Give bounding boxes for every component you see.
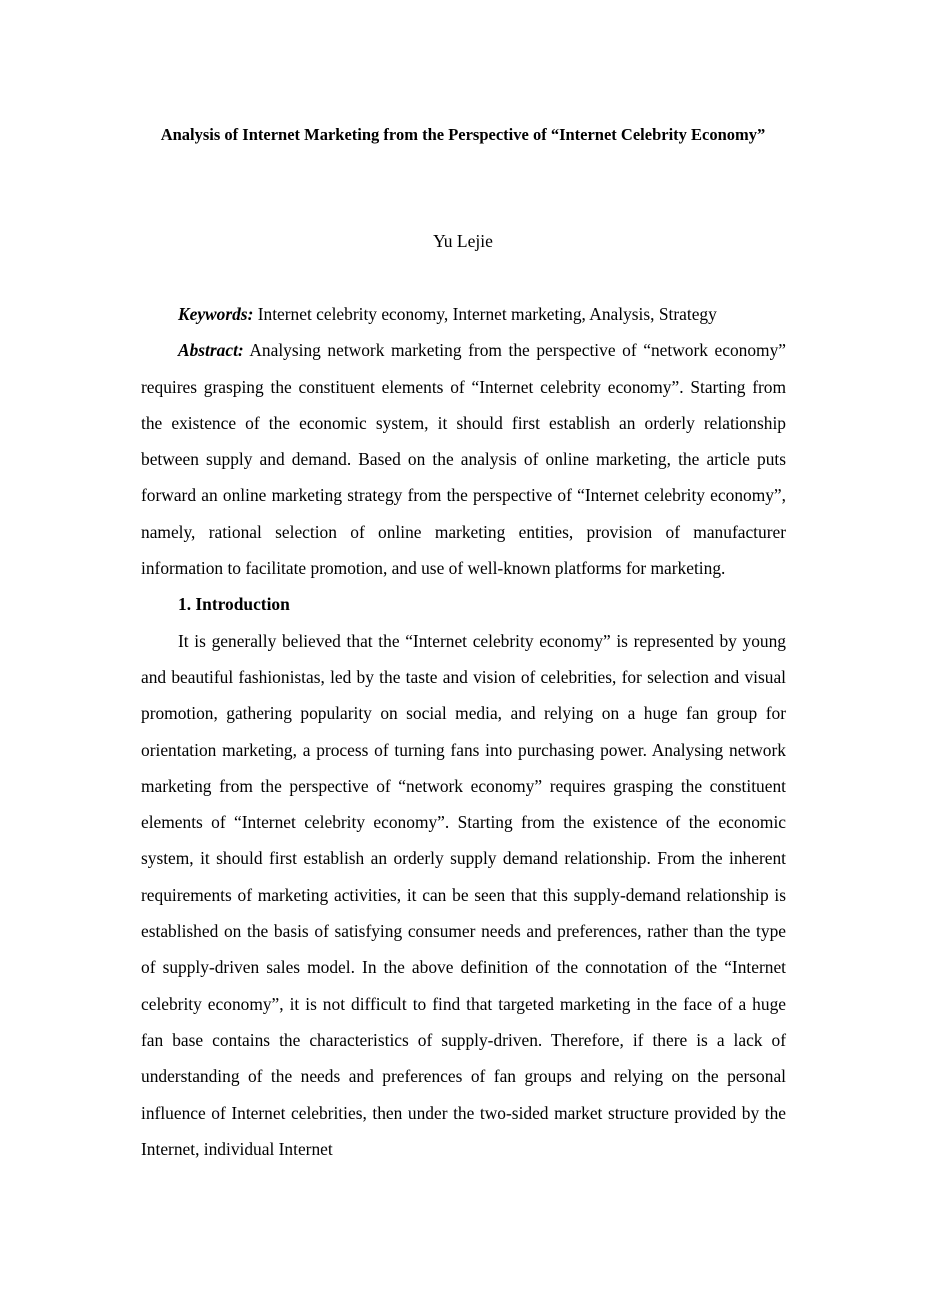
keywords-label: Keywords: (178, 304, 254, 324)
abstract-label: Abstract: (178, 340, 244, 361)
author-name: Yu Lejie (433, 231, 493, 251)
abstract-text: Analysing network marketing from the perspective of “network economy” requires grasping the constituent elements of “Internet celebrity economy”. Starting from the existence of the economic system, it should first establish an orderly relationship between supply and demand. Based on the analysis of online marketing, the article puts forward an online marketing strategy from the perspective of “Internet celebrity economy”, namely, rational selection of online marketing entities, provision of manufacturer information to facilitate promotion, and use of well-known platforms for marketing. (141, 340, 786, 579)
keywords-paragraph (141, 296, 786, 332)
section-heading-introduction: 1. Introduction (178, 594, 290, 615)
introduction-paragraph: It is generally believed that the “Internet celebrity economy” is represented by young and beautiful fashionistas, led by the taste and vision of celebrities, for selection and visual promotion, gathering popularity on social media, and relying on a huge fan group for orientation marketing, a process of turning fans into purchasing power. Analysing network marketing from the perspective of “network economy” requires grasping the constituent elements of “Internet celebrity economy”. Starting from the existence of the economic system, it should first establish an orderly supply demand relationship. From the inherent requirements of marketing activities, it can be seen that this supply-demand relationship is established on the basis of satisfying consumer needs and preferences, rather than the type of supply-driven sales model. In the above definition of the connotation of the “Internet celebrity economy”, it is not difficult to find that targeted marketing in the face of a huge fan base contains the characteristics of supply-driven. Therefore, if there is a lack of understanding of the needs and preferences of fan groups and relying on the personal influence of Internet celebrities, then under the two-sided market structure provided by the Internet, individual Internet (141, 630, 786, 1159)
paper-title: Analysis of Internet Marketing from the Perspective of “Internet Celebrity Economy” (160, 125, 766, 144)
abstract-paragraph (141, 332, 786, 586)
keywords-text: Internet celebrity economy, Internet marketing, Analysis, Strategy (257, 304, 717, 324)
paper-body (141, 296, 786, 1167)
